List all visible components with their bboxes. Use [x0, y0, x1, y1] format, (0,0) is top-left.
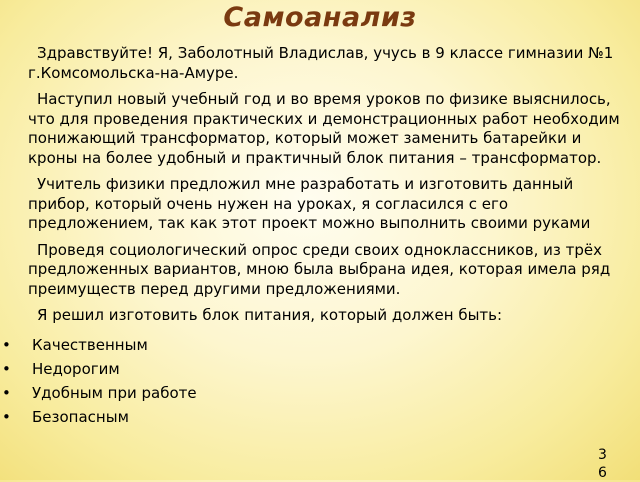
list-item-label: Удобным при работе	[32, 383, 197, 402]
bullet-icon: •	[2, 335, 11, 354]
list-item-label: Безопасным	[32, 407, 129, 426]
requirements-list	[2, 333, 620, 429]
list-item	[2, 333, 620, 357]
slide-body	[2, 44, 620, 429]
page-number: 36	[598, 447, 607, 481]
paragraph-problem: Наступил новый учебный год и во время уроков по физике выяснилось, что для проведения практических и демонстрационных работ необходим понижающий трансформатор, который может заменить батарейки и кроны на более удобный и практичный блок питания – трансформатор.	[28, 90, 620, 167]
paragraph-requirements: Я решил изготовить блок питания, который должен быть:	[37, 306, 503, 324]
paragraph-greeting: Здравствуйте! Я, Заболотный Владислав, учусь в 9 классе гимназии №1 г.Комсомольска-на-Амуре.	[28, 44, 614, 82]
paragraph-survey: Проведя социологический опрос среди своих одноклассников, из трёх предложенных вариантов, мною была выбрана идея, которая имела ряд преимуществ перед другими предложениями.	[28, 240, 611, 298]
bullet-icon: •	[2, 359, 11, 378]
bullet-icon: •	[2, 407, 11, 426]
list-item-label: Недорогим	[32, 359, 120, 378]
list-item	[2, 405, 620, 429]
paragraph-proposal: Учитель физики предложил мне разработать и изготовить данный прибор, который очень нужен на уроках, я согласился с его предложением, так как этот проект можно выполнить своими руками	[28, 175, 591, 232]
list-item	[2, 381, 620, 405]
list-item	[2, 357, 620, 381]
list-item-label: Качественным	[32, 335, 148, 354]
slide-title: Самоанализ	[223, 2, 417, 33]
bullet-icon: •	[2, 383, 11, 402]
